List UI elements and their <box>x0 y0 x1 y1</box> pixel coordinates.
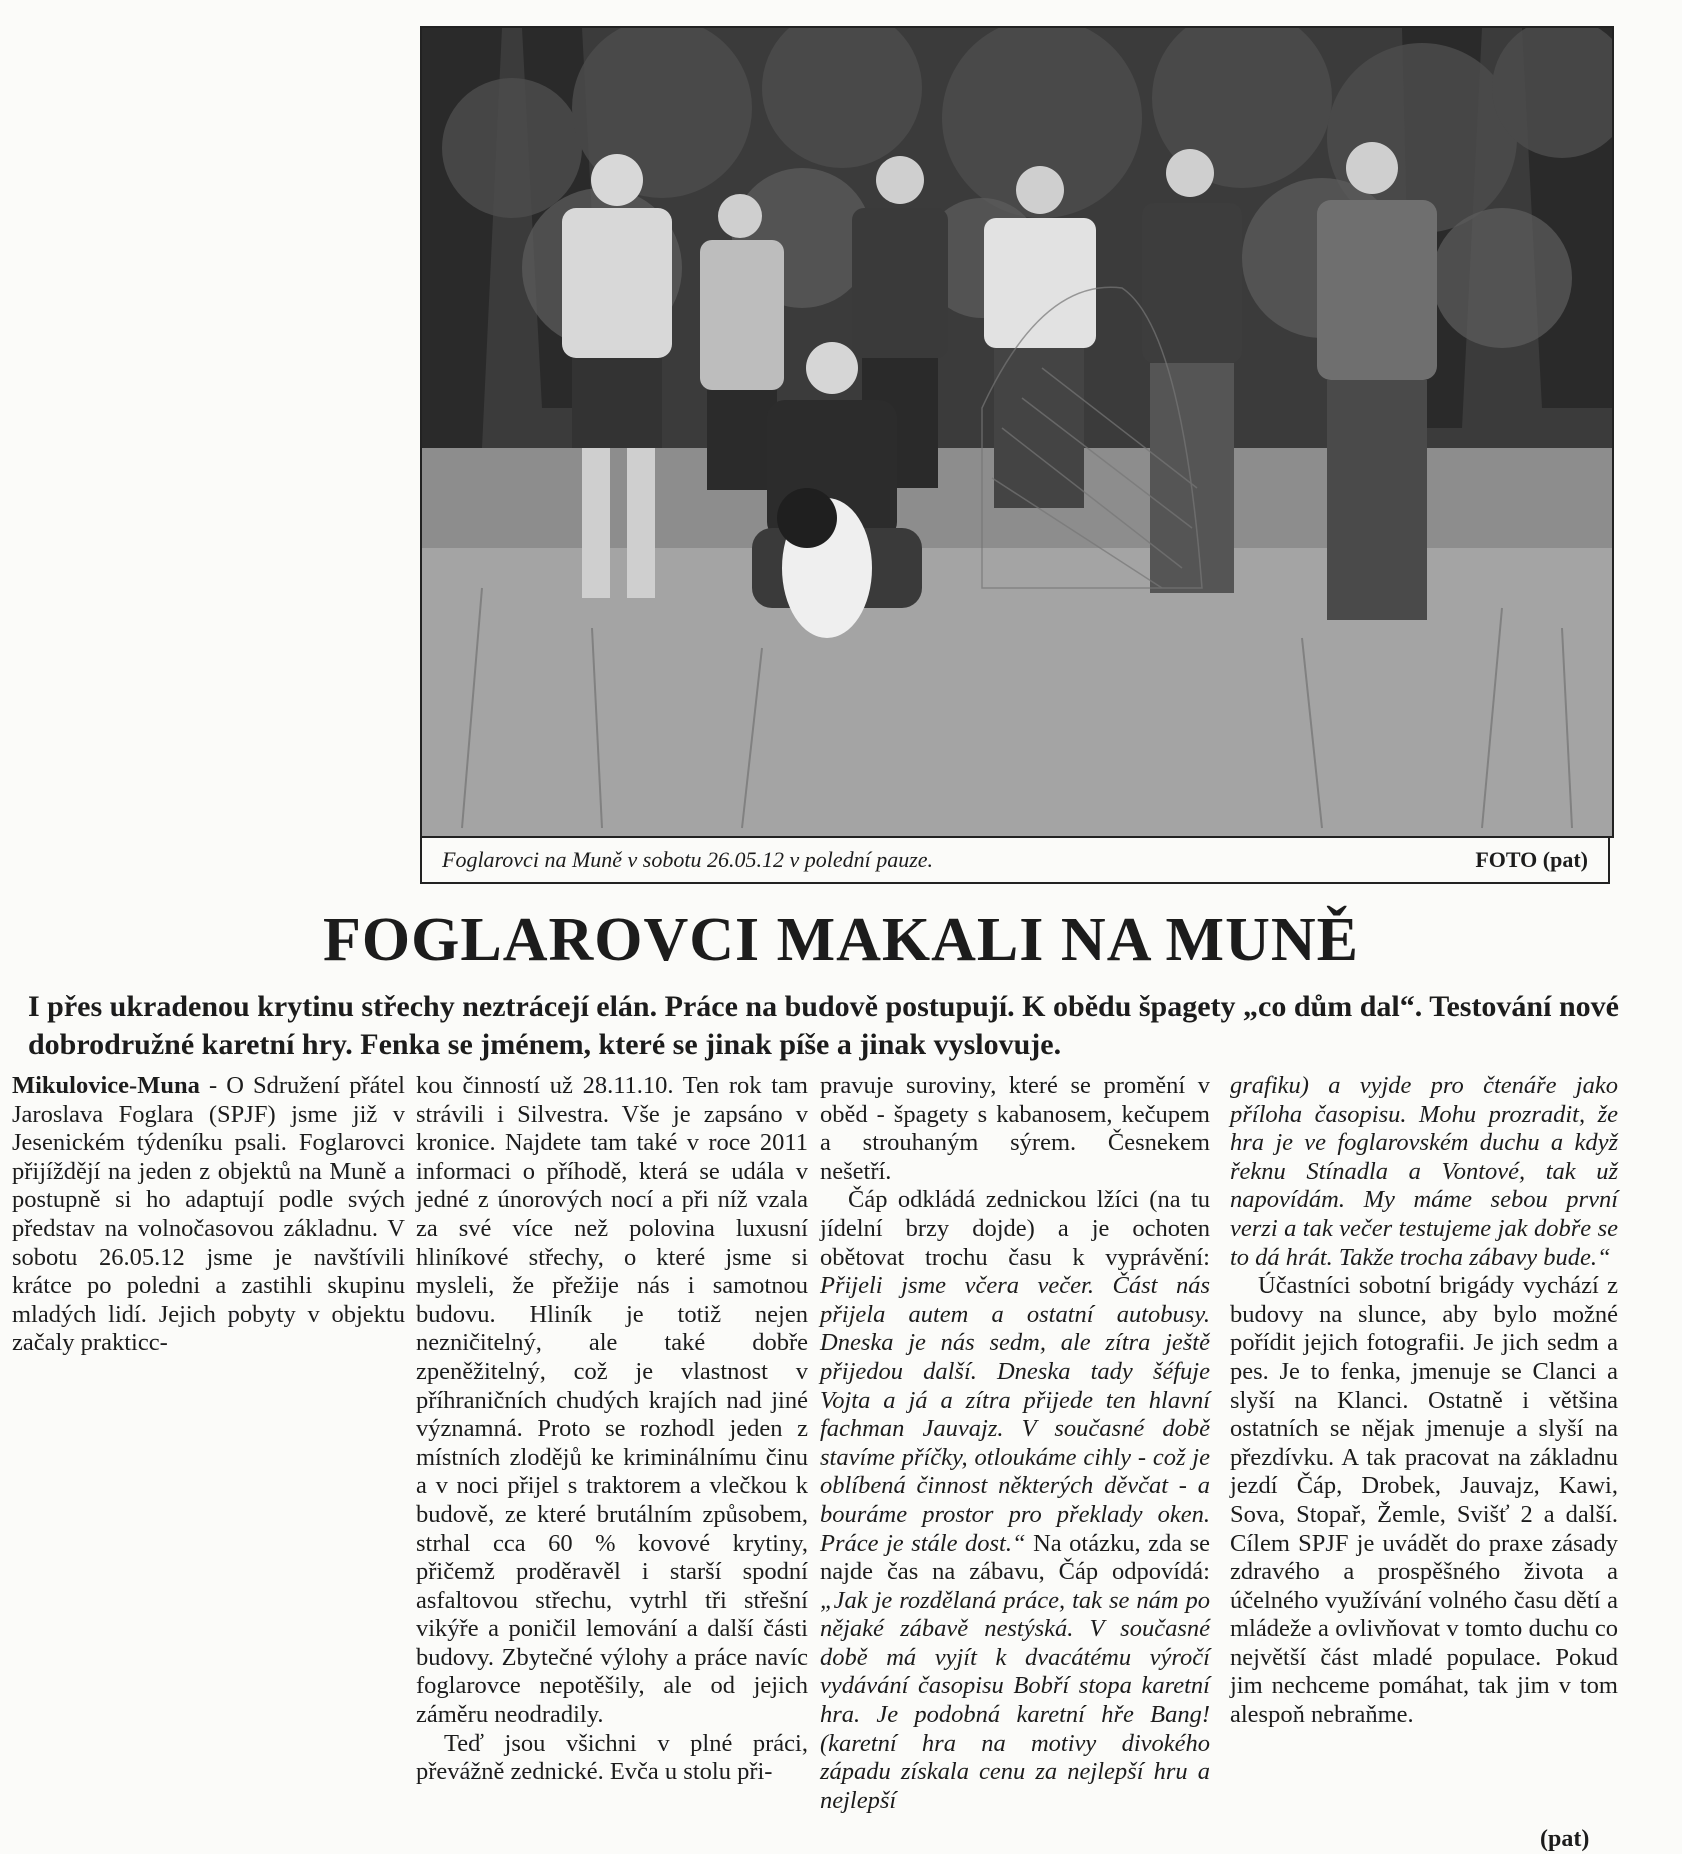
column-1-paragraph <box>12 1072 405 1358</box>
column-3-quote-2: „Jak je rozdělaná práce, tak se nám po nějaké zábavě nestýská. V současné době má vyjít k dvacátému výročí vydávání časopisu Bobří stopa karetní hra. Je podobná karetní hře Bang! (karetní hra na motivy divokého západu získala cenu za nejlepší hru a nejlepší <box>820 1586 1210 1814</box>
column-2-paragraph-2: Teď jsou všichni v plné práci, převážně zednické. Evča u stolu při- <box>416 1729 808 1786</box>
column-3-quote-1: Přijeli jsme včera večer. Část nás přijela autem a ostatní autobusy. Dneska je nás sedm, ale zítra ještě přijedou další. Dneska tady šéfuje Vojta a já a zítra přijede ten hlavní fachman Jauvajz. V současné době stavíme příčky, otloukáme cihly - což je oblíbená činnost některých děvčat - a bouráme prostor pro překlady oken. Práce je stále dost.“ <box>820 1272 1210 1557</box>
photo-caption-bar <box>420 838 1610 884</box>
column-3-intro: Čáp odkládá zednickou lžíci (na tu jídelní brzy dojde) a je ochoten obětovat trochu času k vyprávění: <box>820 1186 1210 1271</box>
article-column-3 <box>820 1072 1210 1815</box>
article-column-1 <box>12 1072 405 1358</box>
column-1-text: - O Sdružení přátel Jaroslava Foglara (SPJF) jsme již v Jesenickém týdeníku psali. Foglarovci přijíždějí na jeden z objektů na Muně a postupně si ho adaptují podle svých představ na volnočasovou základnu. V sobotu 26.05.12 jsme je navštívili krátce po poledni a zastihli skupinu mladých lidí. Jejich pobyty v objektu začaly prakticc- <box>12 1072 405 1357</box>
column-4-paragraph-2: Účastníci sobotní brigády vychází z budovy na slunce, aby bylo možné pořídit jejich fotografii. Je jich sedm a pes. Je to fenka, jmenuje se Clanci a slyší na Klanci. Ostatně i většina ostatních se nějak jmenuje a slyší na přezdívku. A tak pracovat na základnu jezdí Čáp, Drobek, Jauvajz, Kawi, Sova, Stopař, Žemle, Svišť 2 a další. Cílem SPJF je uvádět do praxe zásady zdravého a prospěšného života a účelného využívání volného času dětí a mládeže a ovlivňovat v tomto duchu co největší část mladé populace. Pokud jim nechceme pomáhat, tak jim v tom alespoň nebraňme. <box>1230 1272 1618 1729</box>
column-3-question: Na otázku, zda se najde čas na zábavu, Čáp odpovídá: <box>820 1529 1211 1586</box>
article-column-4 <box>1230 1072 1618 1730</box>
column-3-paragraph-1: pravuje suroviny, které se promění v oběd - špagety s kabanosem, kečupem a strouhaným sýrem. Česnekem nešetří. <box>820 1072 1210 1185</box>
article-headline: FOGLAROVCI MAKALI NA MUNĚ <box>323 906 1359 974</box>
group-photo-forest-icon <box>422 28 1612 836</box>
column-4-paragraph-1: grafiku) a vyjde pro čtenáře jako příloha časopisu. Mohu prozradit, že hra je ve foglarovském duchu a když řeknu Stínadla a Vontové, tak už napovídám. My máme sebou první verzi a tak večer testujeme jak dobře se to dá hrát. Takže trocha zábavy bude.“ <box>1230 1072 1618 1271</box>
article-subheadline: I přes ukradenou krytinu střechy neztrácejí elán. Práce na budově postupují. K obědu špagety „co dům dal“. Testování nové dobrodružné karetní hry. Fenka se jménem, které se jinak píše a jinak vyslovuje. <box>28 990 1619 1061</box>
column-2-paragraph-1: kou činností už 28.11.10. Ten rok tam strávili i Silvestra. Vše je zapsáno v kronice. Najdete tam také v roce 2011 informaci o příhodě, která se udála v jedné z únorových nocí a při níž vzala za své více než polovina luxusní hliníkové střechy, o které jsme si mysleli, že přežije nás i samotnou budovu. Hliník je totiž nejen nezničitelný, ale také dobře zpeněžitelný, což je vlastnost v příhraničních chudých krajích nad jiné významná. Proto se rozhodl jeden z místních zlodějů ke kriminálnímu činu a v noci přijel s traktorem a vlečkou k budově, ze které brutálním způsobem, strhal cca 60 % kovové krytiny, přičemž proděravěl i starší spodní asfaltovou střechu, vytrhl tři střešní vikýře a poničil lemování a další části budovy. Zbytečné výlohy a práce navíc foglarovce nepotěšily, ale od jejich záměru neodradily. <box>416 1072 808 1729</box>
article-column-2 <box>416 1072 808 1787</box>
group-photo <box>420 26 1614 838</box>
photo-credit: FOTO (pat) <box>1475 847 1588 872</box>
author-signature: (pat) <box>1540 1826 1590 1852</box>
photo-caption: Foglarovci na Muně v sobotu 26.05.12 v polední pauze. <box>442 847 934 872</box>
column-3-paragraph-2 <box>820 1186 1210 1815</box>
dateline-place: Mikulovice-Muna <box>12 1072 200 1099</box>
